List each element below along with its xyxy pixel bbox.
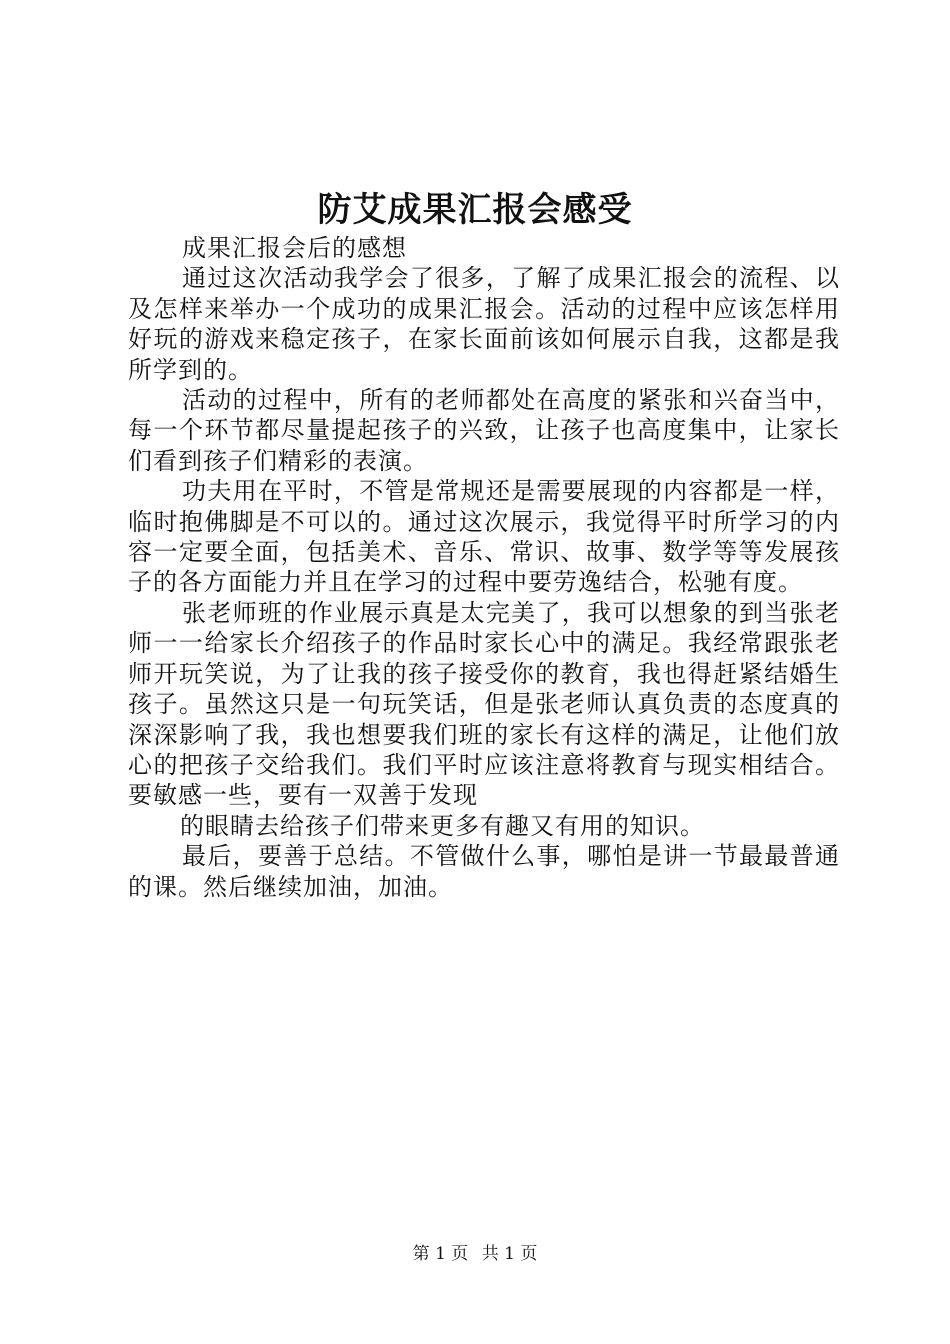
paragraph: 的眼睛去给孩子们带来更多有趣又有用的知识。 xyxy=(180,811,705,840)
document-title: 防艾成果汇报会感受 xyxy=(317,190,633,230)
paragraph: 张老师班的作业展示真是太完美了，我可以想象的到当张老师一一给家长介绍孩子的作品时家长心中的满足。我经常跟张老师开玩笑说，为了让我的孩子接受你的教育，我也得赶紧结婚生孩子。虽然这只是一句玩笑话，但是张老师认真负责的态度真的深深影响了我，我也想要我们班的家长有这样的满足，让他们放心的把孩子交给我们。我们平时应该注意将教育与现实相结合。要敏感一些，要有一双善于发现 xyxy=(128,598,840,810)
paragraph: 最后，要善于总结。不管做什么事，哪怕是讲一节最最普通的课。然后继续加油，加油。 xyxy=(128,842,840,901)
paragraph: 活动的过程中，所有的老师都处在高度的紧张和兴奋当中，每一个环节都尽量提起孩子的兴致，让孩子也高度集中，让家长们看到孩子们精彩的表演。 xyxy=(128,386,840,475)
page-footer xyxy=(0,1242,950,1266)
page-number: 第 1 页 xyxy=(412,1244,469,1264)
paragraph-subtitle: 成果汇报会后的感想 xyxy=(182,234,407,262)
paragraph: 通过这次活动我学会了很多，了解了成果汇报会的流程、以及怎样来举办一个成功的成果汇报会。活动的过程中应该怎样用好玩的游戏来稳定孩子，在家长面前该如何展示自我，这都是我所学到的。 xyxy=(128,264,840,384)
page-total: 共 1 页 xyxy=(481,1244,538,1264)
document-body xyxy=(128,233,840,902)
paragraph: 功夫用在平时，不管是常规还是需要展现的内容都是一样，临时抱佛脚是不可以的。通过这次展示，我觉得平时所学习的内容一定要全面，包括美术、音乐、常识、故事、数学等等发展孩子的各方面能力并且在学习的过程中要劳逸结合，松驰有度。 xyxy=(128,477,840,597)
